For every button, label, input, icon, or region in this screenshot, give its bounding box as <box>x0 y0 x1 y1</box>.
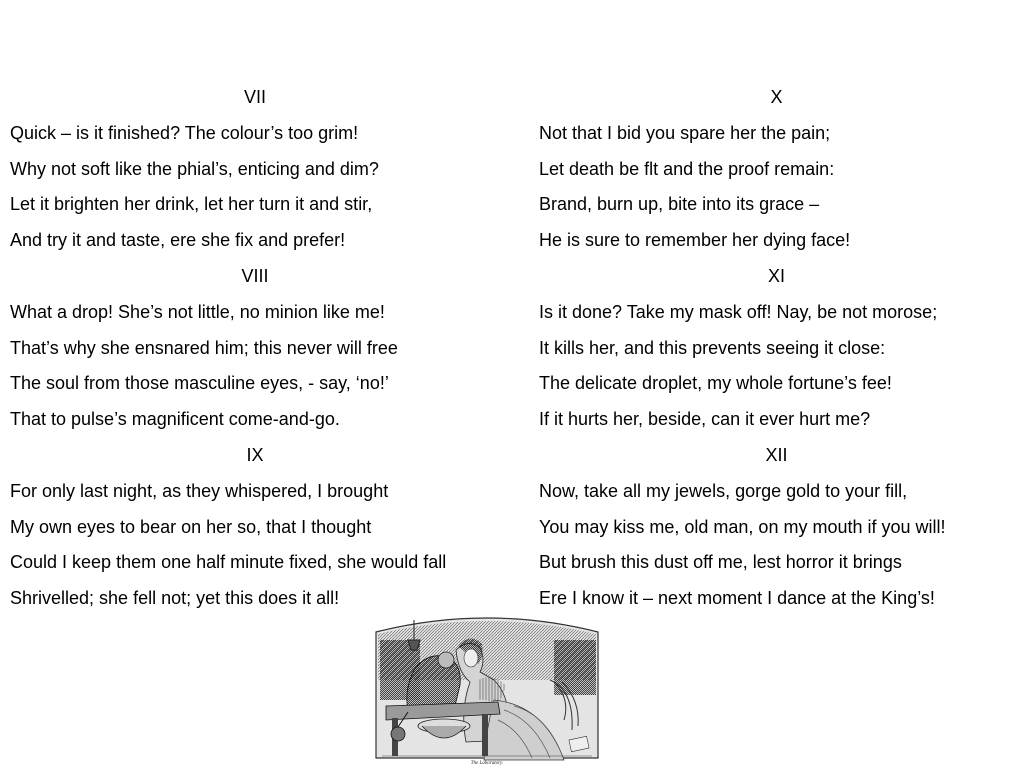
verse-line: The delicate droplet, my whole fortune’s fee! <box>539 373 892 394</box>
engraving-flask <box>391 727 405 741</box>
engraving-caption: The Laboratory. <box>470 761 504 766</box>
laboratory-engraving <box>374 610 600 768</box>
verse-line: It kills her, and this prevents seeing it close: <box>539 337 886 358</box>
verse-line: And try it and taste, ere she fix and prefer! <box>10 230 346 251</box>
stanza-ix <box>10 438 500 617</box>
stanza-number: X <box>770 87 783 107</box>
stanza-xii <box>539 438 1014 617</box>
verse-line: Now, take all my jewels, gorge gold to your fill, <box>539 480 908 501</box>
verse-line: If it hurts her, beside, can it ever hurt me? <box>539 409 871 430</box>
engraving-image <box>374 610 600 768</box>
stanza-xi <box>539 259 1014 438</box>
engraving-old-man-head <box>438 652 454 668</box>
poem-column-left <box>10 80 500 617</box>
verse-line: Brand, burn up, bite into its grace – <box>539 194 820 215</box>
verse-line: That to pulse’s magnificent come-and-go. <box>10 409 340 430</box>
verse-line: The soul from those masculine eyes, - say, ‘no!’ <box>10 373 389 394</box>
engraving-table-leg <box>482 714 488 756</box>
verse-line: Let it brighten her drink, let her turn it and stir, <box>10 194 373 215</box>
verse-line: Not that I bid you spare her the pain; <box>539 122 831 143</box>
stanza-number: XI <box>767 265 785 286</box>
verse-line: Ere I know it – next moment I dance at the King’s! <box>539 588 935 609</box>
stanza-viii <box>10 259 500 438</box>
verse-line: You may kiss me, old man, on my mouth if you will! <box>539 516 946 537</box>
stanza-number: VII <box>243 87 266 107</box>
stanza-number: IX <box>246 444 264 465</box>
verse-line: Could I keep them one half minute fixed, she would fall <box>10 552 447 573</box>
poem-column-right <box>539 80 1014 617</box>
stanza-number: VIII <box>241 265 269 286</box>
verse-line: That’s why she ensnared him; this never will free <box>10 337 398 358</box>
stanza-number: XII <box>765 444 788 465</box>
verse-line: He is sure to remember her dying face! <box>539 230 851 251</box>
verse-line: My own eyes to bear on her so, that I thought <box>10 516 372 537</box>
verse-line: Is it done? Take my mask off! Nay, be not morose; <box>539 301 938 322</box>
verse-line: What a drop! She’s not little, no minion like me! <box>10 301 385 322</box>
stanza-vii <box>10 80 500 259</box>
verse-line: But brush this dust off me, lest horror it brings <box>539 552 902 573</box>
engraving-woman-face <box>464 649 478 667</box>
verse-line: Why not soft like the phial’s, enticing and dim? <box>10 158 379 179</box>
stanza-x <box>539 80 1014 259</box>
verse-line: For only last night, as they whispered, I brought <box>10 480 389 501</box>
verse-line: Shrivelled; she fell not; yet this does it all! <box>10 588 340 609</box>
verse-line: Quick – is it finished? The colour’s too grim! <box>10 122 359 143</box>
verse-line: Let death be flt and the proof remain: <box>539 158 835 179</box>
